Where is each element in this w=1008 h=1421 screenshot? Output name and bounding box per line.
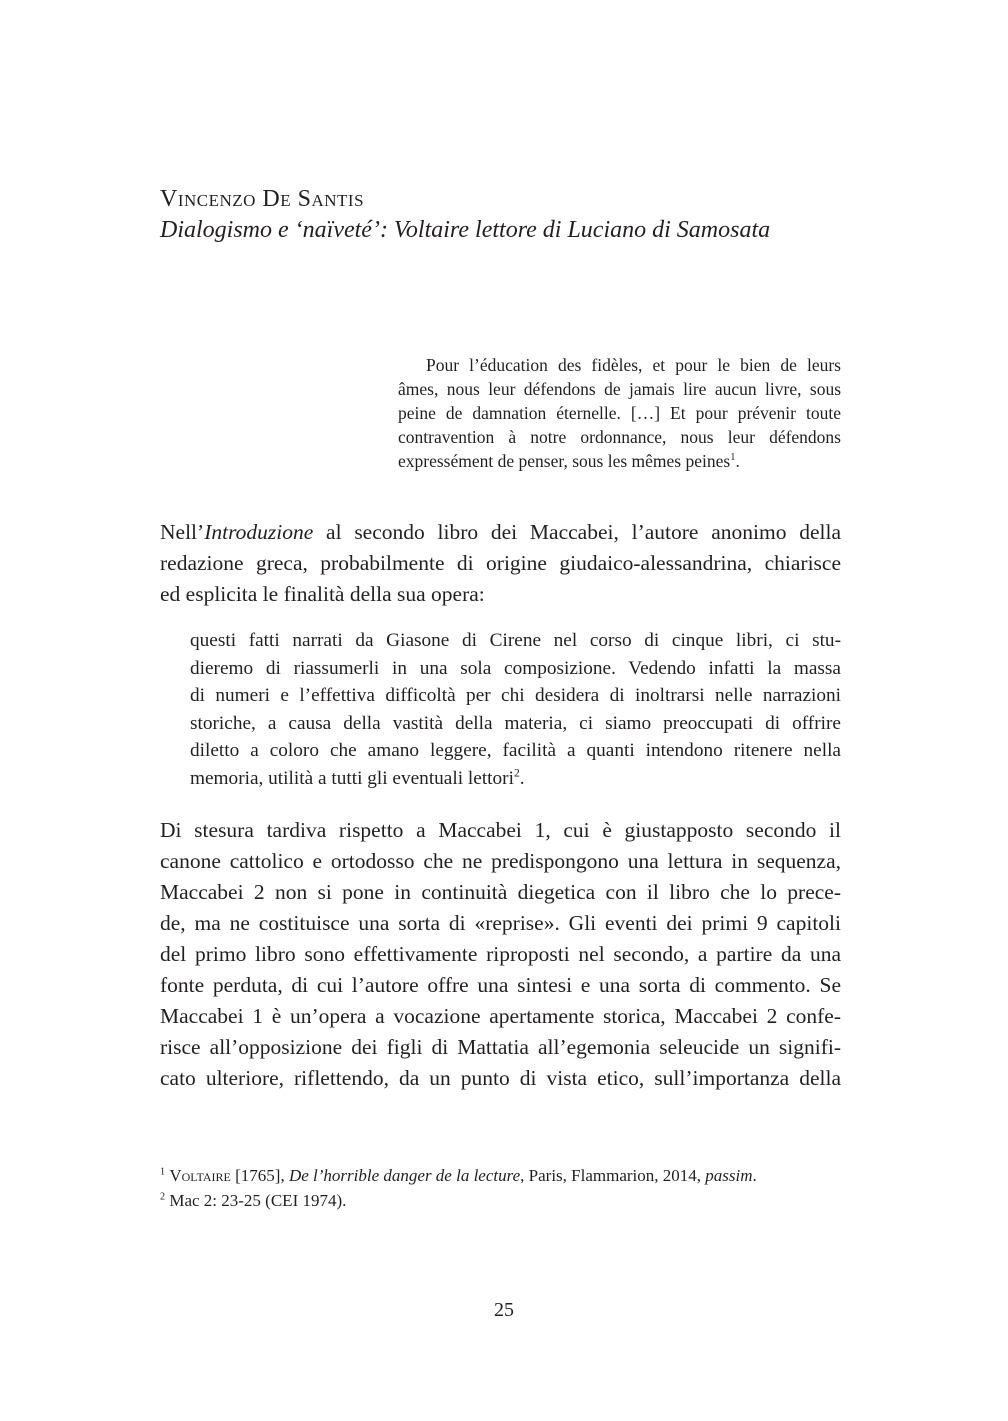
- text-run: Nell’: [160, 520, 205, 544]
- footnote-details: , Paris, Flammarion, 2014,: [520, 1166, 706, 1185]
- author-name: Vincenzo De Santis: [160, 186, 365, 212]
- epigraph-line: âmes, nous leur défendons de jamais lire aucun livre, sous: [398, 379, 841, 399]
- paragraph-line: Di stesura tardiva rispetto a Maccabei 1, cui è giustapposto secondo il: [160, 818, 841, 842]
- paragraph-line: de, ma ne costituisce una sorta di «reprise». Gli eventi dei primi 9 capitoli: [160, 911, 841, 935]
- footnote-text: Mac 2: 23-25 (CEI 1974).: [165, 1191, 347, 1210]
- quote-line: di numeri e l’effettiva difficoltà per chi desidera di inoltrarsi nelle narrazioni: [190, 685, 841, 706]
- quote-line: storiche, a causa della vastità della materia, ci siamo preoccupati di offrire: [190, 712, 841, 734]
- epigraph-line-text: expressément de penser, sous les mêmes peines: [398, 451, 731, 471]
- epigraph-line: contravention à notre ordonnance, nous leur défendons: [398, 427, 841, 447]
- paragraph-line: del primo libro sono effettivamente riproposti nel secondo, a partire da una: [160, 942, 841, 966]
- footnote-1: [160, 1163, 841, 1188]
- chapter-title: Dialogismo e ‘naïveté’: Voltaire lettore di Luciano di Samosata: [160, 217, 771, 243]
- block-quote: [190, 627, 841, 792]
- paragraph-line: Maccabei 2 non si pone in continuità diegetica con il libro che lo prece-: [160, 880, 841, 904]
- paragraph-line: [160, 517, 841, 548]
- footnote-title: De l’horrible danger de la lecture: [288, 1166, 521, 1185]
- footnotes: [160, 1163, 841, 1213]
- quote-line: [190, 765, 841, 793]
- epigraph-line: Pour l’éducation des fidèles, et pour le bien de leurs: [426, 355, 841, 375]
- paragraph-body: [160, 815, 841, 1094]
- page-number: 25: [494, 1299, 514, 1321]
- epigraph-line: peine de damnation éternelle. […] Et pour prévenir toute: [398, 403, 841, 423]
- paragraph-line: redazione greca, probabilmente di origine giudaico-alessandrina, chiarisce: [160, 551, 841, 575]
- quote-line: diletto a coloro che amano leggere, facilità a quanti intendono ritenere nella: [190, 740, 841, 761]
- footnote-passim: passim: [705, 1166, 753, 1185]
- epigraph-line: [398, 449, 841, 473]
- footnote-number: 1: [160, 1166, 166, 1178]
- text-run: al secondo libro dei Maccabei, l’autore anonimo della: [313, 520, 841, 544]
- paragraph-line: Maccabei 1 è un’opera a vocazione apertamente storica, Maccabei 2 confe-: [160, 1004, 841, 1028]
- footnote-year: [1765],: [230, 1166, 289, 1185]
- quote-line-text: memoria, utilità a tutti gli eventuali lettori: [190, 767, 514, 789]
- quote-line: dieremo di riassumerli in una sola composizione. Vedendo infatti la massa: [190, 657, 841, 679]
- quote-end: .: [519, 767, 525, 789]
- quote-line: questi fatti narrati da Giasone di Cirene nel corso di cinque libri, ci stu-: [190, 630, 841, 651]
- italic-term: Introduzione: [204, 520, 314, 544]
- paragraph-intro: [160, 517, 841, 610]
- footnote-2: [160, 1188, 841, 1213]
- paragraph-line: risce all’opposizione dei figli di Mattatia all’egemonia seleucide un signifi-: [160, 1035, 841, 1059]
- footnote-author: Voltaire: [169, 1166, 231, 1185]
- paragraph-line: canone cattolico e ortodosso che ne predispongono una lettura in sequenza,: [160, 849, 841, 873]
- footnote-ref[interactable]: 2: [513, 766, 520, 780]
- paragraph-line: cato ulteriore, riflettendo, da un punto di vista etico, sull’importanza della: [160, 1066, 841, 1090]
- footnote-number: 2: [160, 1191, 166, 1203]
- footnote-end: .: [752, 1166, 757, 1185]
- footnote-ref[interactable]: 1: [730, 452, 736, 464]
- epigraph-end: .: [735, 451, 740, 471]
- paragraph-line: fonte perduta, di cui l’autore offre una sintesi e una sorta di commento. Se: [160, 973, 841, 997]
- paragraph-line: ed esplicita le finalità della sua opera:: [160, 582, 485, 606]
- epigraph: [398, 353, 841, 473]
